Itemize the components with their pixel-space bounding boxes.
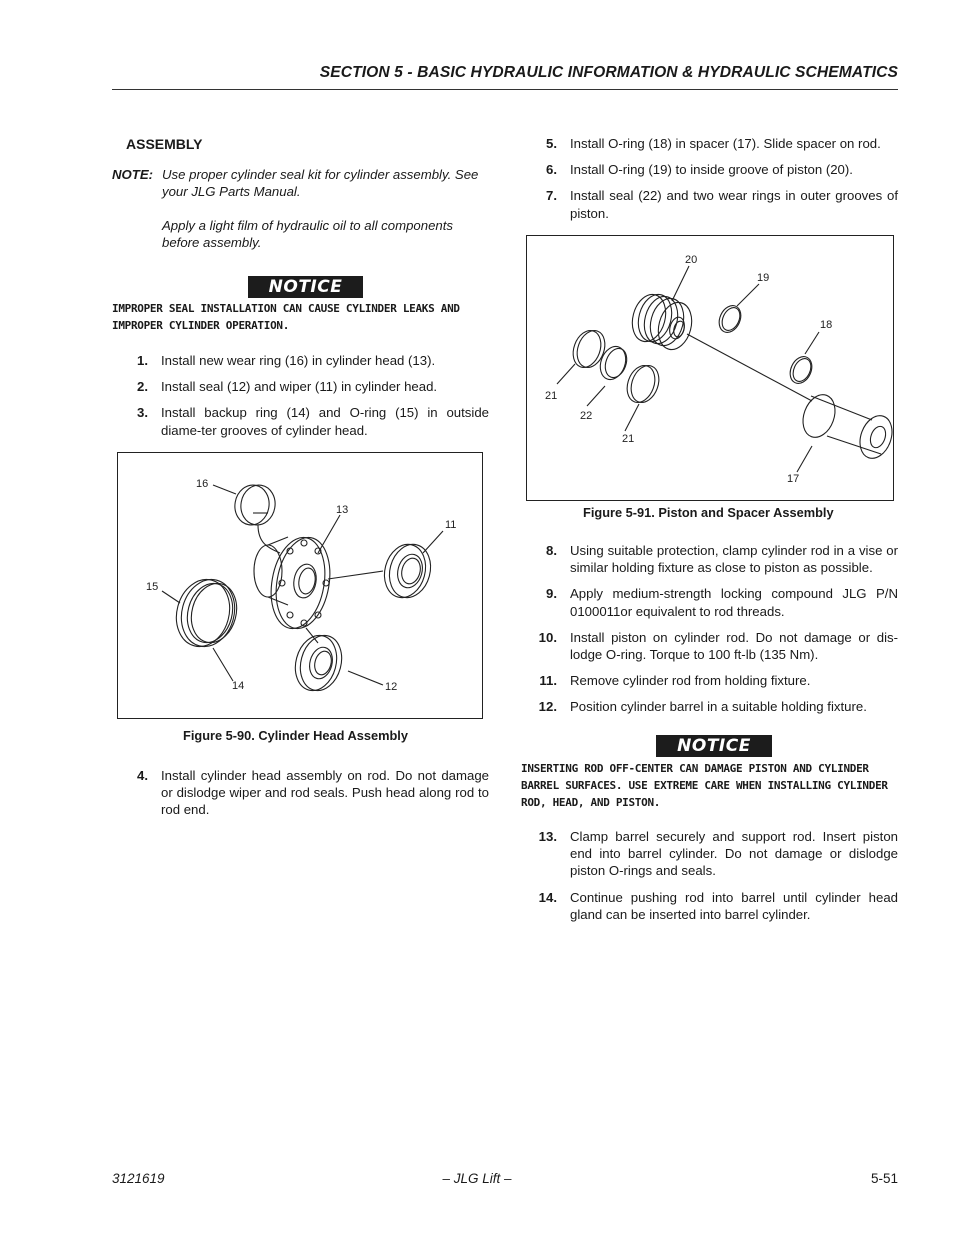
page-number: 5-51 [870,1171,898,1186]
step-list [521,135,898,231]
list-item [521,698,898,715]
step-number: 2. [137,379,148,395]
step-list [112,352,489,448]
callout-label: 17 [787,473,800,485]
callout-label: 20 [685,254,698,266]
cylinder-head-illustration [118,453,482,718]
list-item [521,542,898,576]
step-number: 4. [137,768,148,783]
list-item [521,672,898,689]
step-text: Install backup ring (14) and O-ring (15) in outside diame-ter grooves of cylinder head. [161,405,489,438]
note-paragraph: Use proper cylinder seal kit for cylinder assembly. See your JLG Parts Manual. [162,167,479,199]
list-item [521,889,898,923]
callout-label: 11 [445,519,457,531]
callout-label: 21 [545,390,558,402]
step-number: 14. [538,889,557,905]
step-text: Apply medium-strength locking compound JLG P/N 0100011or equivalent to rod threads. [570,586,898,619]
callout-label: 13 [336,504,349,516]
callout-label: 22 [580,410,593,422]
callout-label: 16 [196,478,209,490]
list-item [521,629,898,663]
note-block [112,166,489,268]
piston-spacer-illustration [527,236,893,500]
callout-label: 12 [385,681,398,693]
step-text: Remove cylinder rod from holding fixture. [570,673,811,689]
step-text: Clamp barrel securely and support rod. Insert piston end into barrel cylinder. Do not damage or dislodge piston O-rings and seals. [570,829,898,879]
step-number: 12. [538,699,557,715]
list-item [112,352,489,369]
step-number: 13. [538,829,557,844]
step-number: 8. [546,543,557,558]
step-number: 3. [137,405,148,421]
section-title: SECTION 5 - BASIC HYDRAULIC INFORMATION & HYDRAULIC SCHEMATICS [319,64,898,81]
callout-label: 14 [232,680,245,692]
step-text: Install piston on cylinder rod. Do not damage or dis-lodge O-ring. Torque to 100 ft-lb (135 Nm). [570,629,898,663]
footer-product: – JLG Lift – [442,1171,512,1186]
notice-badge: NOTICE [248,276,363,298]
callout-label: 18 [820,319,833,331]
step-text: Install seal (12) and wiper (11) in cylinder head. [161,379,438,395]
list-item [521,161,898,178]
notice-text: INSERTING ROD OFF-CENTER CAN DAMAGE PISTON AND CYLINDER BARREL SURFACES. USE EXTREME CARE WHEN INSTALLING CYLINDER ROD, HEAD, AND PISTON. [521,762,888,809]
note-paragraph: Apply a light film of hydraulic oil to all components before assembly. [162,218,454,250]
step-text: Install O-ring (18) in spacer (17). Slide spacer on rod. [570,136,881,151]
step-text: Install seal (22) and two wear rings in outer grooves of piston. [570,188,898,221]
step-number: 1. [137,353,148,368]
header-divider [112,89,898,90]
step-list [521,828,898,932]
notice-text: IMPROPER SEAL INSTALLATION CAN CAUSE CYLINDER LEAKS AND IMPROPER CYLINDER OPERATION. [112,302,460,332]
document-number: 3121619 [112,1171,165,1186]
list-item [112,404,489,438]
list-item [521,585,898,619]
figure-piston-spacer [526,235,894,501]
step-text: Install cylinder head assembly on rod. Do not damage or dislodge wiper and rod seals. Push head along rod to rod end. [161,768,489,818]
figure-caption: Figure 5-90. Cylinder Head Assembly [183,728,408,743]
step-text: Position cylinder barrel in a suitable holding fixture. [570,699,867,715]
step-number: 11. [539,673,557,689]
list-item [521,135,898,152]
step-text: Install O-ring (19) to inside groove of piston (20). [570,162,853,178]
list-item [112,378,489,395]
list-item [521,187,898,221]
step-text: Continue pushing rod into barrel until cylinder head gland can be inserted into barrel cylinder. [570,889,898,922]
list-item [521,828,898,880]
figure-cylinder-head [117,452,483,719]
step-number: 6. [546,162,557,178]
step-number: 7. [546,188,557,204]
step-list [521,542,898,725]
figure-caption: Figure 5-91. Piston and Spacer Assembly [583,505,834,520]
step-text: Using suitable protection, clamp cylinder rod in a vise or similar holding fixture as close to piston as possible. [570,543,898,576]
list-item [112,767,489,819]
callout-label: 19 [757,272,770,284]
step-text: Install new wear ring (16) in cylinder head (13). [161,353,436,368]
callout-label: 21 [622,433,635,445]
step-number: 10. [538,629,557,645]
note-label: NOTE: [112,167,154,182]
step-number: 9. [546,586,557,602]
assembly-heading: ASSEMBLY [126,136,203,152]
step-number: 5. [546,136,557,151]
notice-badge: NOTICE [656,735,772,757]
step-list [112,767,489,828]
callout-label: 15 [146,581,159,593]
